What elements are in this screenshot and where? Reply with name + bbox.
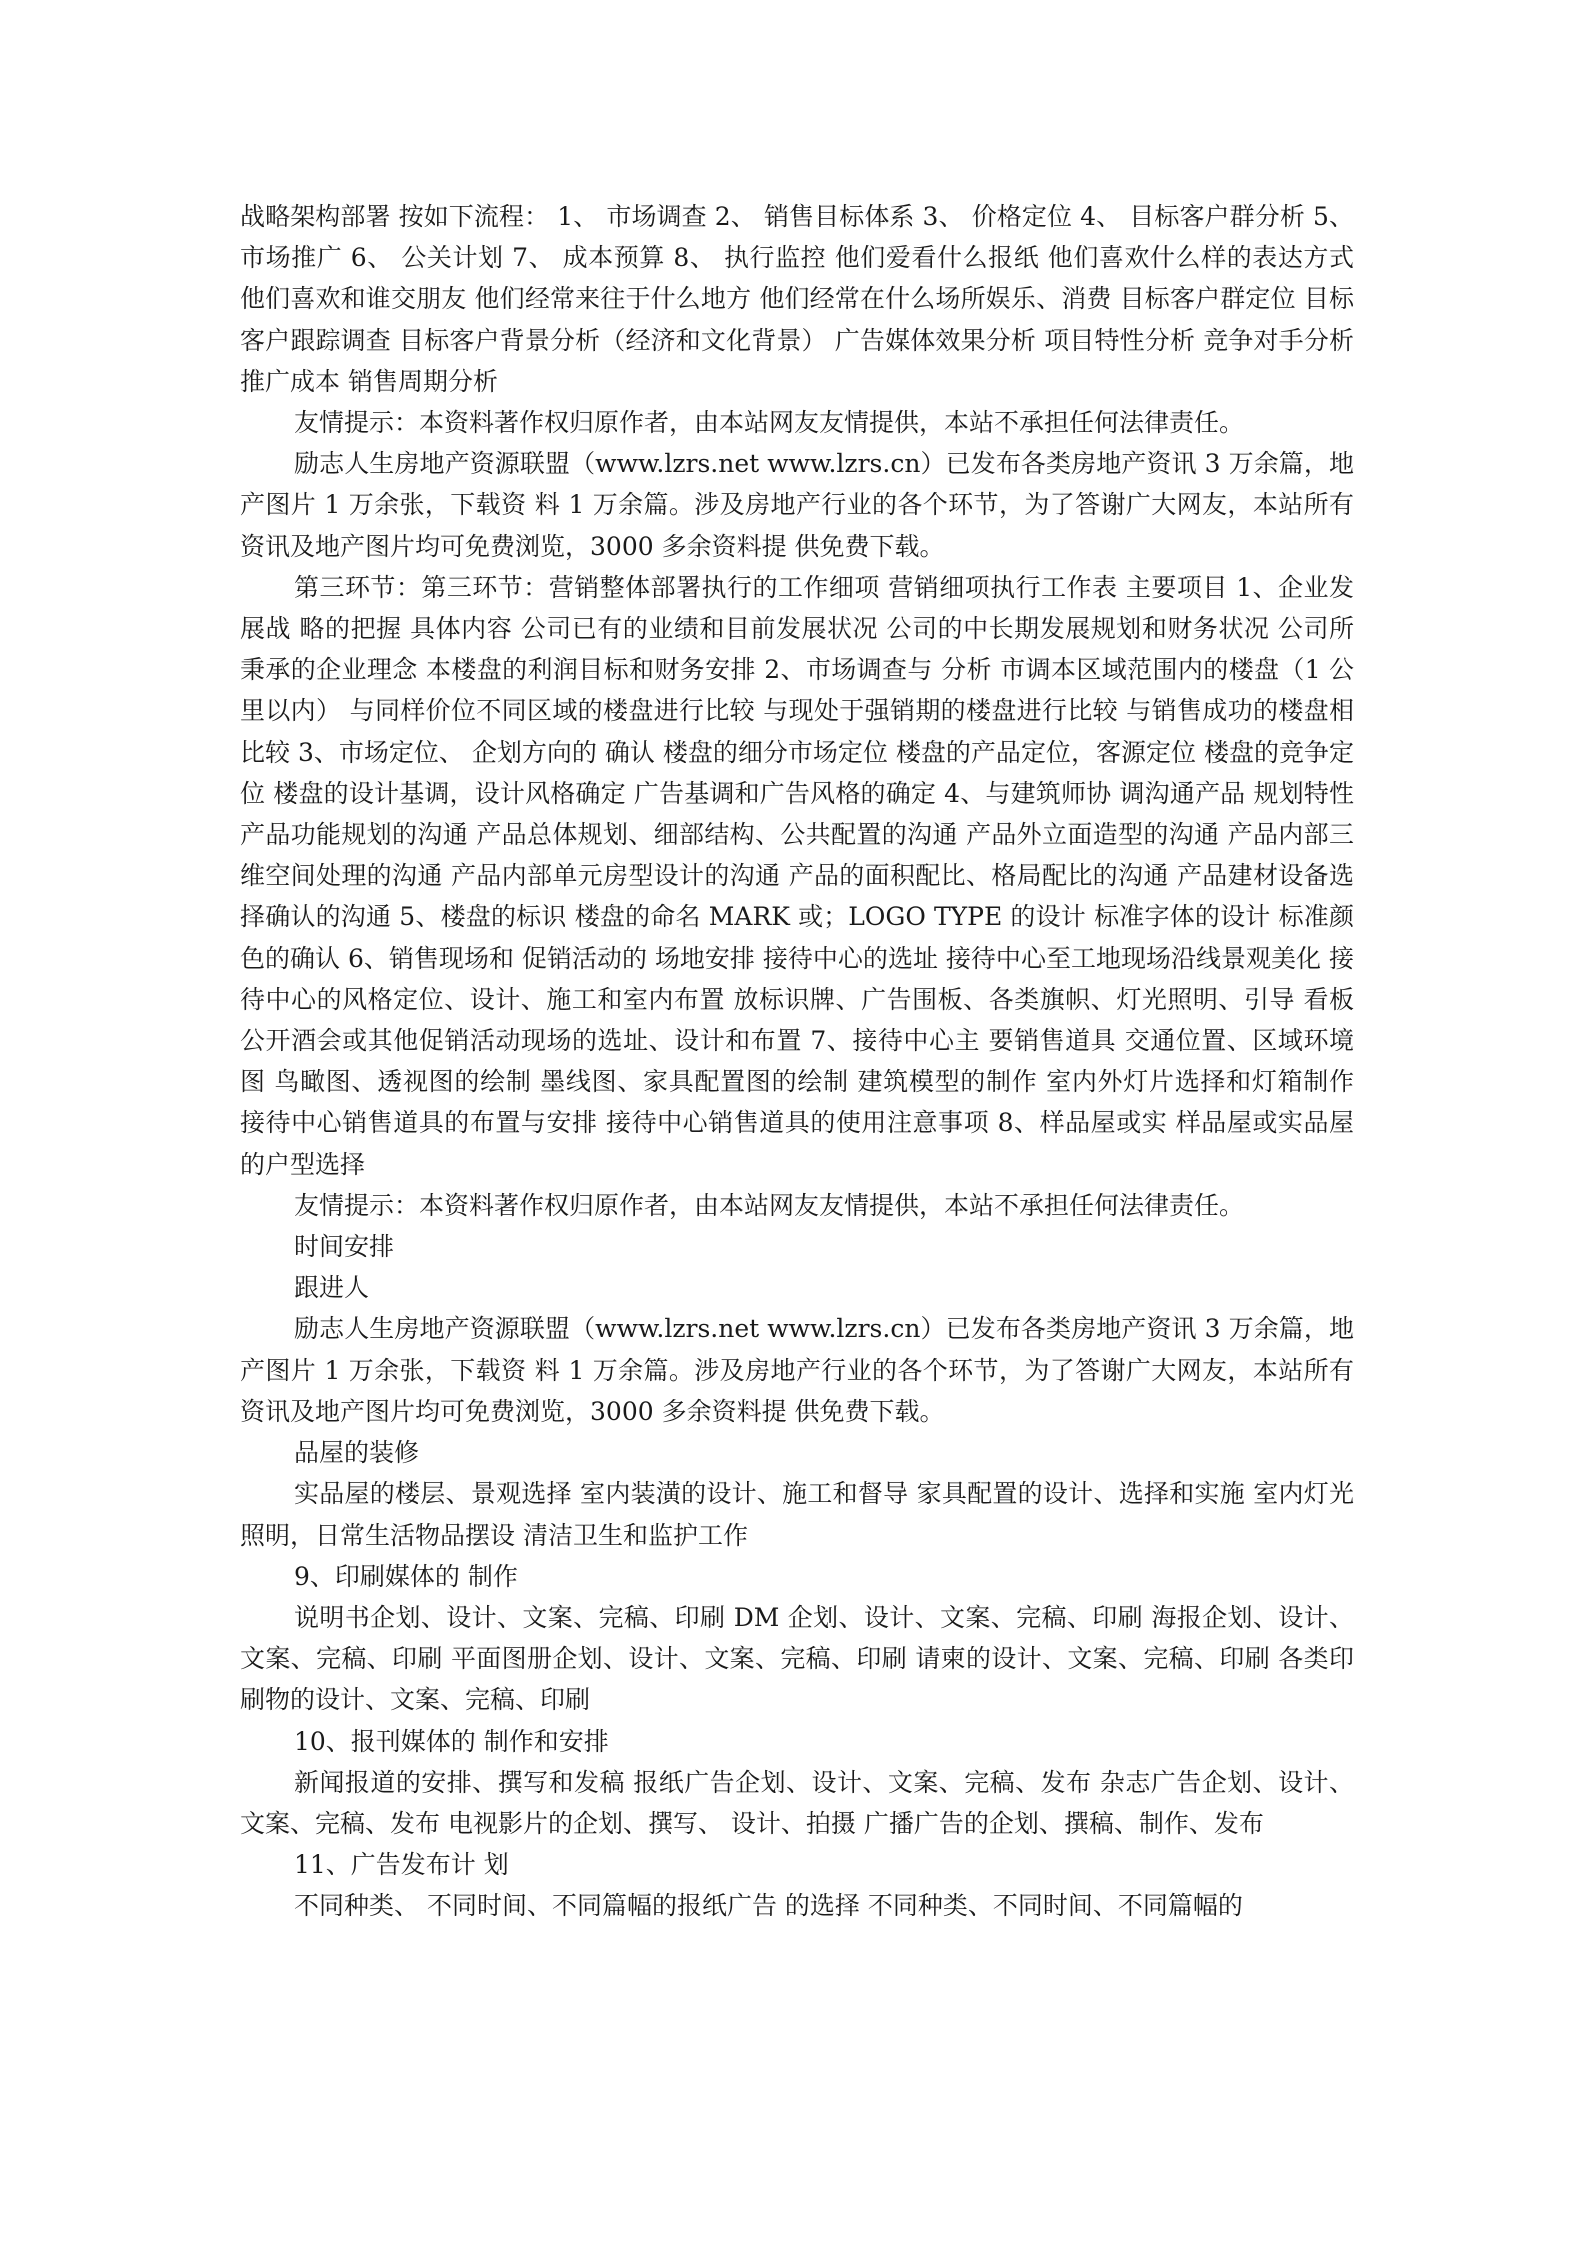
paragraph-third-stage: 第三环节：第三环节：营销整体部署执行的工作细项 营销细项执行工作表 主要项目 1、企业发展战 略的把握 具体内容 公司已有的业绩和目前发展状况 公司的中长期发展规划和财务状况 公司所秉承的企业理念 本楼盘的利润目标和财务安排 2、市场调查与 分析 市调本区域范围内的楼盘（1 公里以内） 与同样价位不同区域的楼盘进行比较 与现处于强销期的楼盘进行比较 与销售成功的楼盘相比较 3、市场定位、 企划方向的 确认 楼盘的细分市场定位 楼盘的产品定位，客源定位 楼盘的竞争定位 楼盘的设计基调，设计风格确定 广告基调和广告风格的确定 4、与建筑师协 调沟通产品 规划特性 产品功能规划的沟通 产品总体规划、细部结构、公共配置的沟通 产品外立面造型的沟通 产品内部三维空间处理的沟通 产品内部单元房型设计的沟通 产品的面积配比、格局配比的沟通 产品建材设备选择确认的沟通 5、楼盘的标识 楼盘的命名 MARK 或；LOGO TYPE 的设计 标准字体的设计 标准颜色的确认 6、销售现场和 促销活动的 场地安排 接待中心的选址 接待中心至工地现场沿线景观美化 接待中心的风格定位、设计、施工和室内布置 放标识牌、广告围板、各类旗帜、灯光照明、引导 看板 公开酒会或其他促销活动现场的选址、设计和布置 7、接待中心主 要销售道具 交通位置、区域环境图 鸟瞰图、透视图的绘制 墨线图、家具配置图的绘制 建筑模型的制作 室内外灯片选择和灯箱制作 接待中心销售道具的布置与安排 接待中心销售道具的使用注意事项 8、样品屋或实 样品屋或实品屋的户型选择 <box>240 572 1354 1179</box>
paragraph-print-media-details: 说明书企划、设计、文案、完稿、印刷 DM 企划、设计、文案、完稿、印刷 海报企划、设计、文案、完稿、印刷 平面图册企划、设计、文案、完稿、印刷 请柬的设计、文案、完稿、印刷 各类印刷物的设计、文案、完稿、印刷 <box>240 1602 1354 1715</box>
paragraph-copyright-notice: 友情提示：本资料著作权归原作者，由本站网友友情提供，本站不承担任何法律责任。 <box>294 408 1245 438</box>
paragraph-showroom-heading: 品屋的装修 <box>294 1438 420 1468</box>
paragraph-copyright-notice: 友情提示：本资料著作权归原作者，由本站网友友情提供，本站不承担任何法律责任。 <box>294 1190 1245 1220</box>
paragraph-press-media-details: 新闻报道的安排、撰写和发稿 报纸广告企划、设计、文案、完稿、发布 杂志广告企划、设计、文案、完稿、发布 电视影片的企划、撰写、 设计、拍摄 广播广告的企划、撰稿、制作、发布 <box>240 1767 1354 1838</box>
paragraph-site-intro: 励志人生房地产资源联盟（www.lzrs.net www.lzrs.cn）已发布各类房地产资讯 3 万余篇，地产图片 1 万余张，下载资 料 1 万余篇。涉及房地产行业的各个环节，为了答谢广大网友，本站所有资讯及地产图片均可免费浏览，3000 多余资料提 供免费下载。 <box>240 1314 1354 1426</box>
paragraph-ad-plan-heading: 11、广告发布计 划 <box>294 1850 509 1880</box>
paragraph-print-media-heading: 9、印刷媒体的 制作 <box>294 1561 518 1591</box>
document-body <box>240 196 1354 1927</box>
paragraph-showroom-details: 实品屋的楼层、景观选择 室内装潢的设计、施工和督导 家具配置的设计、选择和实施 室内灯光照明，日常生活物品摆设 清洁卫生和监护工作 <box>240 1479 1354 1550</box>
paragraph-schedule-heading: 时间安排 <box>294 1232 395 1262</box>
paragraph-press-media-heading: 10、报刊媒体的 制作和安排 <box>294 1726 609 1756</box>
paragraph-site-intro: 励志人生房地产资源联盟（www.lzrs.net www.lzrs.cn）已发布各类房地产资讯 3 万余篇，地产图片 1 万余张，下载资 料 1 万余篇。涉及房地产行业的各个环节，为了答谢广大网友，本站所有资讯及地产图片均可免费浏览，3000 多余资料提 供免费下载。 <box>240 449 1354 561</box>
paragraph-follow-up-heading: 跟进人 <box>294 1273 370 1303</box>
paragraph-ad-plan-details: 不同种类、 不同时间、不同篇幅的报纸广告 的选择 不同种类、不同时间、不同篇幅的 <box>294 1891 1243 1921</box>
paragraph-strategy-flow: 战略架构部署 按如下流程： 1、 市场调查 2、 销售目标体系 3、 价格定位 4、 目标客户群分析 5、 市场推广 6、 公关计划 7、 成本预算 8、 执行监控 他们爱看什么报纸 他们喜欢什么样的表达方式 他们喜欢和谁交朋友 他们经常来往于什么地方 他们经常在什么场所娱乐、消费 目标客户群定位 目标客户跟踪调查 目标客户背景分析（经济和文化背景） 广告媒体效果分析 项目特性分析 竞争对手分析 推广成本 销售周期分析 <box>240 202 1354 396</box>
